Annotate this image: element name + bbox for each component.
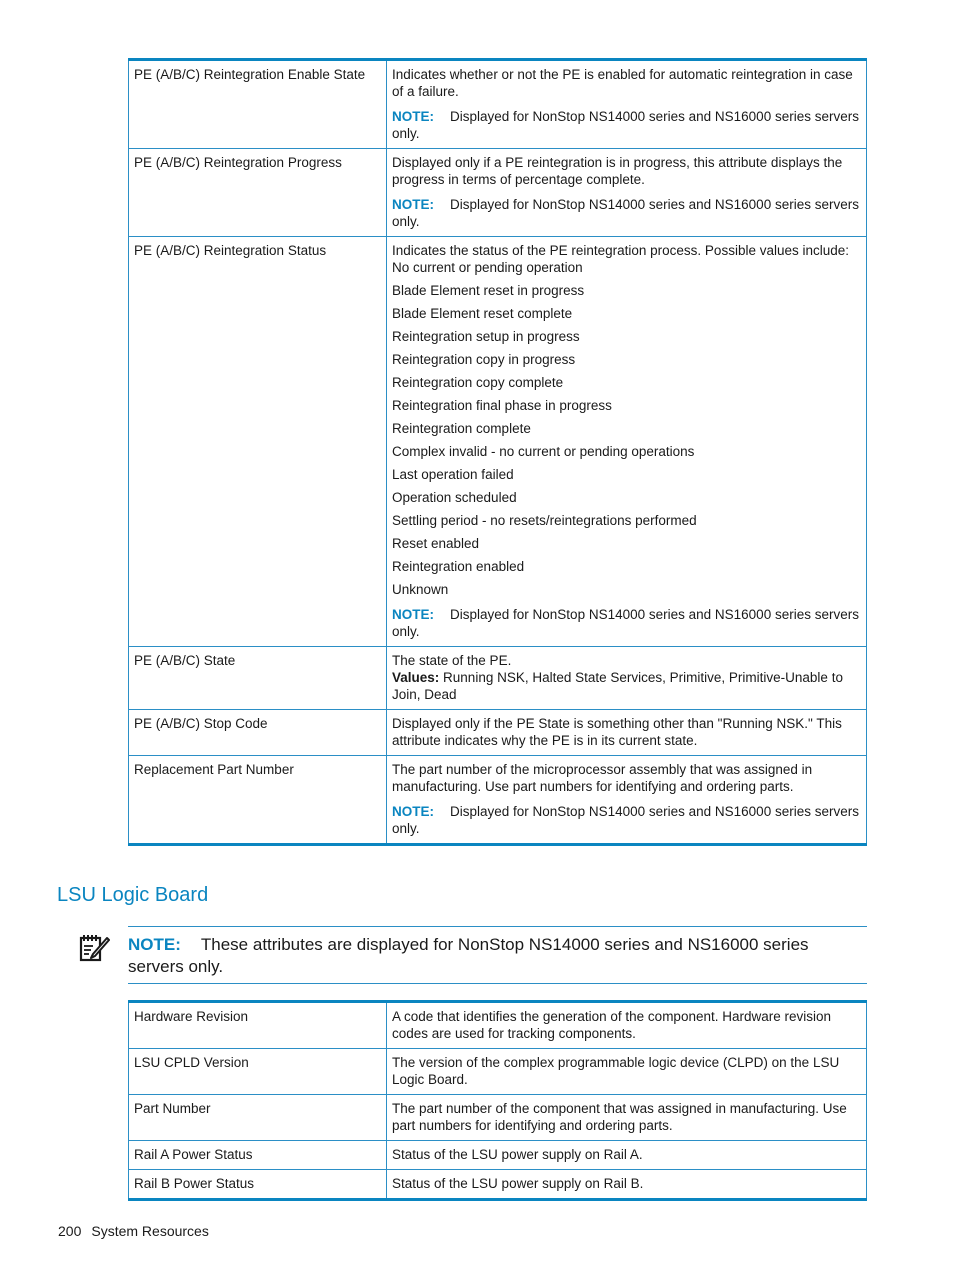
value-item: Reintegration final phase in progress <box>392 398 612 413</box>
attribute-description <box>387 149 867 237</box>
note-text: Displayed for NonStop NS14000 series and NS16000 series servers only. <box>392 607 859 639</box>
table-row <box>129 237 867 647</box>
value-item: Blade Element reset complete <box>392 306 573 321</box>
value-item: Reintegration enabled <box>392 559 525 574</box>
note-text: Displayed for NonStop NS14000 series and NS16000 series servers only. <box>392 109 859 141</box>
attribute-description: Status of the LSU power supply on Rail A. <box>387 1141 867 1170</box>
table-row <box>129 60 867 149</box>
value-item: Complex invalid - no current or pending operations <box>392 444 695 459</box>
attribute-description <box>387 756 867 845</box>
note-label: NOTE: <box>128 935 181 954</box>
attribute-description: A code that identifies the generation of the component. Hardware revision codes are used for tracking components. <box>387 1002 867 1049</box>
description-text: The part number of the microprocessor assembly that was assigned in manufacturing. Use part numbers for identifying and ordering parts. <box>392 762 813 794</box>
inline-note <box>392 196 861 230</box>
note-pencil-icon <box>78 932 110 964</box>
table-row <box>129 1170 867 1200</box>
footer-section-title: System Resources <box>91 1223 209 1239</box>
table-row <box>129 647 867 710</box>
note-text: Displayed for NonStop NS14000 series and NS16000 series servers only. <box>392 197 859 229</box>
values-text: Running NSK, Halted State Services, Primitive, Primitive-Unable to Join, Dead <box>392 670 843 702</box>
attribute-description <box>387 710 867 756</box>
attribute-name: Replacement Part Number <box>129 756 387 845</box>
description-text: Indicates whether or not the PE is enabled for automatic reintegration in case of a failure. <box>392 67 853 99</box>
page-number: 200 <box>58 1223 82 1239</box>
attribute-description: The part number of the component that was assigned in manufacturing. Use part numbers for identifying and ordering parts. <box>387 1095 867 1141</box>
attribute-description <box>387 60 867 149</box>
value-item: Reset enabled <box>392 536 480 551</box>
page-footer <box>58 1223 209 1239</box>
inline-note <box>392 803 861 837</box>
inline-note <box>392 606 861 640</box>
value-item: Blade Element reset in progress <box>392 283 585 298</box>
value-item: Reintegration copy in progress <box>392 352 576 367</box>
table-row <box>129 1049 867 1095</box>
attribute-name: PE (A/B/C) Reintegration Status <box>129 237 387 647</box>
value-item: Reintegration setup in progress <box>392 329 580 344</box>
description-text: Displayed only if the PE State is something other than "Running NSK." This attribute indicates why the PE is in its current state. <box>392 716 842 748</box>
description-text: The state of the PE. <box>392 653 512 668</box>
section-note <box>128 926 867 984</box>
attribute-description <box>387 237 867 647</box>
attribute-name: PE (A/B/C) Reintegration Enable State <box>129 60 387 149</box>
value-item: Last operation failed <box>392 467 514 482</box>
note-label: NOTE: <box>392 607 434 622</box>
note-label: NOTE: <box>392 109 434 124</box>
value-item: Unknown <box>392 582 449 597</box>
attribute-description: Status of the LSU power supply on Rail B. <box>387 1170 867 1200</box>
section-heading: LSU Logic Board <box>57 884 209 906</box>
table-row <box>129 1002 867 1049</box>
attributes-table-pe <box>128 58 867 846</box>
values-label: Values: <box>392 670 440 685</box>
attribute-name: PE (A/B/C) Stop Code <box>129 710 387 756</box>
values-line <box>392 669 861 703</box>
attributes-table-lsu <box>128 1000 867 1201</box>
attribute-name: Part Number <box>129 1095 387 1141</box>
table-row <box>129 149 867 237</box>
attribute-description: The version of the complex programmable logic device (CLPD) on the LSU Logic Board. <box>387 1049 867 1095</box>
note-text: Displayed for NonStop NS14000 series and NS16000 series servers only. <box>392 804 859 836</box>
table-row <box>129 710 867 756</box>
value-item: Reintegration complete <box>392 421 531 436</box>
note-label: NOTE: <box>392 197 434 212</box>
value-item: Reintegration copy complete <box>392 375 564 390</box>
table-row <box>129 756 867 845</box>
attribute-name: PE (A/B/C) Reintegration Progress <box>129 149 387 237</box>
attribute-description <box>387 647 867 710</box>
attribute-name: Rail B Power Status <box>129 1170 387 1200</box>
attribute-name: PE (A/B/C) State <box>129 647 387 710</box>
value-item: Settling period - no resets/reintegrations performed <box>392 513 697 528</box>
value-item: Operation scheduled <box>392 490 517 505</box>
table-row <box>129 1095 867 1141</box>
value-item: No current or pending operation <box>392 260 583 275</box>
attribute-name: LSU CPLD Version <box>129 1049 387 1095</box>
note-text: These attributes are displayed for NonStop NS14000 series and NS16000 series servers only. <box>128 935 809 976</box>
inline-note <box>392 108 861 142</box>
description-text: Displayed only if a PE reintegration is in progress, this attribute displays the progress in terms of percentage complete. <box>392 155 843 187</box>
attribute-name: Rail A Power Status <box>129 1141 387 1170</box>
attribute-name: Hardware Revision <box>129 1002 387 1049</box>
description-text: Indicates the status of the PE reintegration process. Possible values include: <box>392 243 850 258</box>
note-label: NOTE: <box>392 804 434 819</box>
table-row <box>129 1141 867 1170</box>
